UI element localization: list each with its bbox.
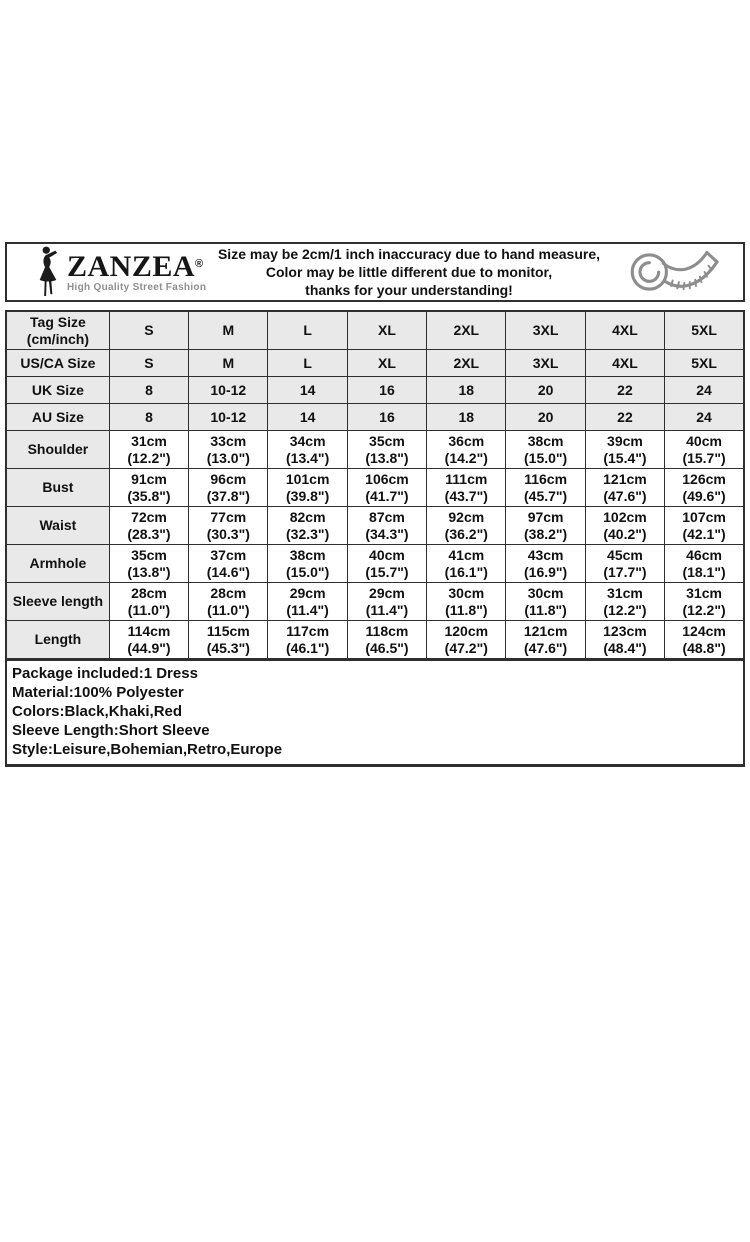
product-detail-line: Style:Leisure,Bohemian,Retro,Europe xyxy=(12,741,283,758)
size-value-cell: XL xyxy=(347,350,426,377)
logo-woman-icon xyxy=(33,245,63,299)
size-value-cell: 107cm (42.1") xyxy=(665,507,744,545)
size-value-cell: 111cm (43.7") xyxy=(427,469,506,507)
size-table-row xyxy=(6,621,744,660)
size-value-cell: 18 xyxy=(427,404,506,431)
size-value-cell: 16 xyxy=(347,404,426,431)
product-detail-line: Package included:1 Dress xyxy=(12,665,198,682)
size-value-cell: 2XL xyxy=(427,311,506,350)
size-value-cell: 77cm (30.3") xyxy=(189,507,268,545)
size-value-cell: 24 xyxy=(665,404,744,431)
size-value-cell: 38cm (15.0") xyxy=(506,431,585,469)
size-value-cell: 115cm (45.3") xyxy=(189,621,268,660)
size-value-cell: 121cm (47.6") xyxy=(506,621,585,660)
notice-line: Size may be 2cm/1 inch inaccuracy due to hand measure, xyxy=(217,246,601,262)
size-value-cell: 36cm (14.2") xyxy=(427,431,506,469)
size-value-cell: 22 xyxy=(585,404,664,431)
size-value-cell: 8 xyxy=(109,377,188,404)
row-label-cell: Waist xyxy=(6,507,109,545)
brand-tagline: High Quality Street Fashion xyxy=(67,281,207,293)
header xyxy=(5,242,745,302)
size-value-cell: 31cm (12.2") xyxy=(665,583,744,621)
size-value-cell: 39cm (15.4") xyxy=(585,431,664,469)
size-value-cell: 97cm (38.2") xyxy=(506,507,585,545)
size-value-cell: 5XL xyxy=(665,311,744,350)
size-value-cell: L xyxy=(268,350,347,377)
size-value-cell: 91cm (35.8") xyxy=(109,469,188,507)
size-value-cell: 92cm (36.2") xyxy=(427,507,506,545)
size-table-row xyxy=(6,431,744,469)
size-value-cell: 20 xyxy=(506,404,585,431)
size-value-cell: 8 xyxy=(109,404,188,431)
size-value-cell: 117cm (46.1") xyxy=(268,621,347,660)
size-value-cell: 45cm (17.7") xyxy=(585,545,664,583)
size-value-cell: S xyxy=(109,311,188,350)
product-detail-line: Sleeve Length:Short Sleeve xyxy=(12,722,210,739)
brand-name-line xyxy=(67,249,206,283)
size-value-cell: XL xyxy=(347,311,426,350)
size-value-cell: 31cm (12.2") xyxy=(585,583,664,621)
logo-text xyxy=(67,249,207,293)
size-table-row xyxy=(6,545,744,583)
size-value-cell: 24 xyxy=(665,377,744,404)
product-details xyxy=(5,660,745,767)
size-value-cell: 4XL xyxy=(585,350,664,377)
size-value-cell: 22 xyxy=(585,377,664,404)
size-value-cell: 14 xyxy=(268,404,347,431)
size-value-cell: 3XL xyxy=(506,350,585,377)
size-value-cell: 29cm (11.4") xyxy=(268,583,347,621)
row-label-cell: Length xyxy=(6,621,109,660)
size-value-cell: 41cm (16.1") xyxy=(427,545,506,583)
row-label-cell: UK Size xyxy=(6,377,109,404)
size-table-body xyxy=(6,311,744,659)
size-value-cell: 28cm (11.0") xyxy=(109,583,188,621)
notice-line: thanks for your understanding! xyxy=(305,282,513,298)
size-value-cell: 101cm (39.8") xyxy=(268,469,347,507)
size-value-cell: 18 xyxy=(427,377,506,404)
size-table-row xyxy=(6,404,744,431)
size-value-cell: 114cm (44.9") xyxy=(109,621,188,660)
size-value-cell: 30cm (11.8") xyxy=(506,583,585,621)
size-value-cell: 96cm (37.8") xyxy=(189,469,268,507)
size-value-cell: L xyxy=(268,311,347,350)
size-value-cell: 3XL xyxy=(506,311,585,350)
size-value-cell: M xyxy=(189,311,268,350)
size-value-cell: 124cm (48.8") xyxy=(665,621,744,660)
size-value-cell: 35cm (13.8") xyxy=(347,431,426,469)
size-value-cell: 30cm (11.8") xyxy=(427,583,506,621)
size-value-cell: M xyxy=(189,350,268,377)
size-value-cell: 31cm (12.2") xyxy=(109,431,188,469)
size-value-cell: 37cm (14.6") xyxy=(189,545,268,583)
size-value-cell: 29cm (11.4") xyxy=(347,583,426,621)
size-value-cell: 28cm (11.0") xyxy=(189,583,268,621)
size-value-cell: 10-12 xyxy=(189,377,268,404)
size-value-cell: 46cm (18.1") xyxy=(665,545,744,583)
size-value-cell: 82cm (32.3") xyxy=(268,507,347,545)
size-value-cell: 38cm (15.0") xyxy=(268,545,347,583)
registered-mark: ® xyxy=(195,257,204,270)
size-table-row xyxy=(6,583,744,621)
tape-icon-wrap xyxy=(615,244,743,300)
size-value-cell: 102cm (40.2") xyxy=(585,507,664,545)
size-value-cell: 87cm (34.3") xyxy=(347,507,426,545)
row-label-cell: AU Size xyxy=(6,404,109,431)
notice-line: Color may be little different due to monitor, xyxy=(265,264,553,280)
size-value-cell: 4XL xyxy=(585,311,664,350)
size-value-cell: 33cm (13.0") xyxy=(189,431,268,469)
size-value-cell: 40cm (15.7") xyxy=(665,431,744,469)
size-value-cell: 123cm (48.4") xyxy=(585,621,664,660)
size-value-cell: 16 xyxy=(347,377,426,404)
size-value-cell: 14 xyxy=(268,377,347,404)
product-detail-line: Colors:Black,Khaki,Red xyxy=(12,703,183,720)
measuring-tape-icon xyxy=(619,244,731,300)
row-label-cell: Bust xyxy=(6,469,109,507)
size-chart-sheet xyxy=(5,242,745,767)
size-table-row xyxy=(6,377,744,404)
size-table xyxy=(5,310,745,660)
size-value-cell: 116cm (45.7") xyxy=(506,469,585,507)
size-table-row xyxy=(6,350,744,377)
size-value-cell: 20 xyxy=(506,377,585,404)
size-value-cell: 106cm (41.7") xyxy=(347,469,426,507)
row-label-cell: Tag Size (cm/inch) xyxy=(6,311,109,350)
size-value-cell: 72cm (28.3") xyxy=(109,507,188,545)
size-value-cell: 121cm (47.6") xyxy=(585,469,664,507)
size-table-row xyxy=(6,507,744,545)
size-value-cell: 43cm (16.9") xyxy=(506,545,585,583)
size-value-cell: 35cm (13.8") xyxy=(109,545,188,583)
size-value-cell: 40cm (15.7") xyxy=(347,545,426,583)
size-value-cell: 118cm (46.5") xyxy=(347,621,426,660)
row-label-cell: Armhole xyxy=(6,545,109,583)
size-notice xyxy=(203,245,615,299)
size-table-row xyxy=(6,469,744,507)
brand-logo xyxy=(7,245,207,299)
size-value-cell: 2XL xyxy=(427,350,506,377)
row-label-cell: Sleeve length xyxy=(6,583,109,621)
size-value-cell: S xyxy=(109,350,188,377)
product-detail-line: Material:100% Polyester xyxy=(12,684,184,701)
row-label-cell: Shoulder xyxy=(6,431,109,469)
size-value-cell: 5XL xyxy=(665,350,744,377)
row-label-cell: US/CA Size xyxy=(6,350,109,377)
size-value-cell: 120cm (47.2") xyxy=(427,621,506,660)
size-value-cell: 126cm (49.6") xyxy=(665,469,744,507)
brand-name: ZANZEA xyxy=(67,249,196,283)
size-table-row xyxy=(6,311,744,350)
size-value-cell: 34cm (13.4") xyxy=(268,431,347,469)
size-value-cell: 10-12 xyxy=(189,404,268,431)
